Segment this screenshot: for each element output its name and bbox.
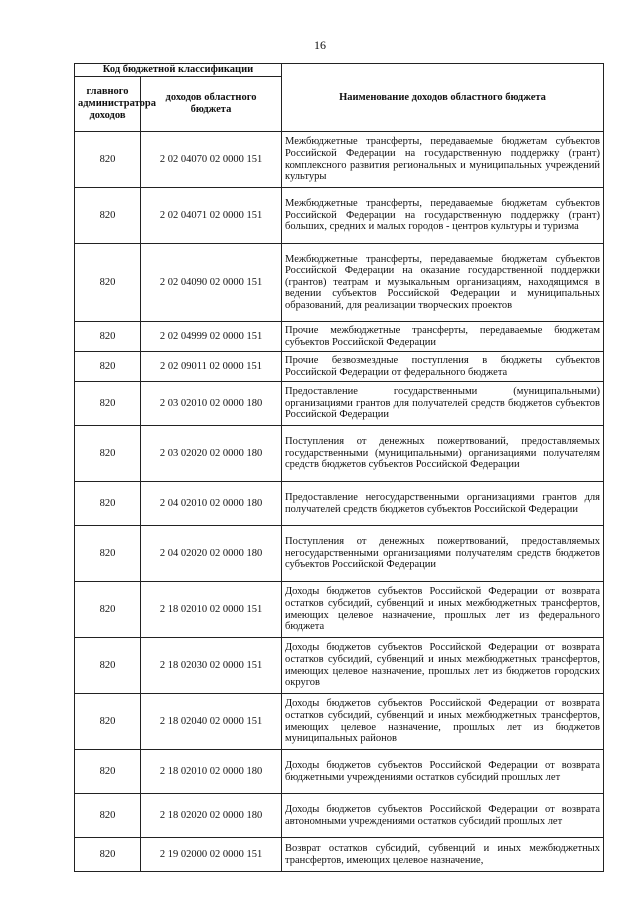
- table-row: [75, 526, 604, 582]
- admin-code-cell: 820: [75, 838, 141, 872]
- income-code-cell: 2 18 02030 02 0000 151: [141, 638, 282, 694]
- admin-code-cell: 820: [75, 750, 141, 794]
- table-row: [75, 188, 604, 244]
- budget-classification-table: [74, 63, 604, 872]
- table-row: [75, 352, 604, 382]
- table-row: [75, 426, 604, 482]
- income-code-cell: 2 03 02020 02 0000 180: [141, 426, 282, 482]
- admin-code-cell: 820: [75, 426, 141, 482]
- income-name-cell: Доходы бюджетов субъектов Российской Федерации от возврата остатков субсидий, субвенций и иных межбюджетных трансфертов, имеющих целевое назначение, прошлых лет из бюджетов муниципальных районов: [282, 694, 604, 750]
- page-number: 16: [314, 38, 326, 52]
- income-name-cell: Предоставление негосударственными организациями грантов для получателей средств бюджетов субъектов Российской Федерации: [282, 482, 604, 526]
- table-row: [75, 382, 604, 426]
- income-name-cell: Межбюджетные трансферты, передаваемые бюджетам субъектов Российской Федерации на государственную поддержку (грант) больших, средних и малых городов - центров культуры и туризма: [282, 188, 604, 244]
- table-row: [75, 838, 604, 872]
- header-group-budget-code: Код бюджетной классификации: [75, 64, 282, 77]
- table-row: [75, 750, 604, 794]
- income-code-cell: 2 04 02010 02 0000 180: [141, 482, 282, 526]
- table-row: [75, 132, 604, 188]
- admin-code-cell: 820: [75, 322, 141, 352]
- income-code-cell: 2 18 02010 02 0000 151: [141, 582, 282, 638]
- income-name-cell: Возврат остатков субсидий, субвенций и иных межбюджетных трансфертов, имеющих целевое назначение,: [282, 838, 604, 872]
- income-name-cell: Межбюджетные трансферты, передаваемые бюджетам субъектов Российской Федерации на оказание государственной поддержки (грантов) театрам и музыкальным организациям, находящимся в ведении субъектов Российской Федерации и муниципальных образований, для реализации творческих проектов: [282, 244, 604, 322]
- admin-code-cell: 820: [75, 382, 141, 426]
- table-row: [75, 482, 604, 526]
- income-code-cell: 2 18 02020 02 0000 180: [141, 794, 282, 838]
- income-name-cell: Предоставление государственными (муниципальными) организациями грантов для получателей средств бюджетов субъектов Российской Федерации: [282, 382, 604, 426]
- income-name-cell: Доходы бюджетов субъектов Российской Федерации от возврата остатков субсидий, субвенций и иных межбюджетных трансфертов, имеющих целевое назначение, прошлых лет из бюджетов городских округов: [282, 638, 604, 694]
- income-code-cell: 2 18 02040 02 0000 151: [141, 694, 282, 750]
- header-income-name: Наименование доходов областного бюджета: [282, 64, 604, 132]
- income-code-cell: 2 04 02020 02 0000 180: [141, 526, 282, 582]
- income-code-cell: 2 18 02010 02 0000 180: [141, 750, 282, 794]
- admin-code-cell: 820: [75, 188, 141, 244]
- income-code-cell: 2 02 04999 02 0000 151: [141, 322, 282, 352]
- admin-code-cell: 820: [75, 694, 141, 750]
- admin-code-cell: 820: [75, 794, 141, 838]
- income-code-cell: 2 02 04071 02 0000 151: [141, 188, 282, 244]
- admin-code-cell: 820: [75, 582, 141, 638]
- income-name-cell: Доходы бюджетов субъектов Российской Федерации от возврата автономными учреждениями остатков субсидий прошлых лет: [282, 794, 604, 838]
- income-name-cell: Межбюджетные трансферты, передаваемые бюджетам субъектов Российской Федерации на государственную поддержку (грант) комплексного развития региональных и муниципальных учреждений культуры: [282, 132, 604, 188]
- table-row: [75, 322, 604, 352]
- table-row: [75, 244, 604, 322]
- income-name-cell: Поступления от денежных пожертвований, предоставляемых государственными (муниципальными) организациями получателям средств бюджетов субъектов Российской Федерации: [282, 426, 604, 482]
- table-row: [75, 694, 604, 750]
- header-main-administrator: главного администратора доходов: [75, 77, 141, 132]
- table-row: [75, 794, 604, 838]
- admin-code-cell: 820: [75, 526, 141, 582]
- admin-code-cell: 820: [75, 638, 141, 694]
- income-name-cell: Прочие межбюджетные трансферты, передаваемые бюджетам субъектов Российской Федерации: [282, 322, 604, 352]
- header-regional-income: доходов областного бюджета: [141, 77, 282, 132]
- admin-code-cell: 820: [75, 244, 141, 322]
- income-name-cell: Поступления от денежных пожертвований, предоставляемых негосударственными организациями получателям средств бюджетов субъектов Российской Федерации: [282, 526, 604, 582]
- income-code-cell: 2 02 04070 02 0000 151: [141, 132, 282, 188]
- income-code-cell: 2 02 09011 02 0000 151: [141, 352, 282, 382]
- income-code-cell: 2 02 04090 02 0000 151: [141, 244, 282, 322]
- income-code-cell: 2 19 02000 02 0000 151: [141, 838, 282, 872]
- income-name-cell: Доходы бюджетов субъектов Российской Федерации от возврата бюджетными учреждениями остатков субсидий прошлых лет: [282, 750, 604, 794]
- admin-code-cell: 820: [75, 132, 141, 188]
- admin-code-cell: 820: [75, 352, 141, 382]
- income-code-cell: 2 03 02010 02 0000 180: [141, 382, 282, 426]
- income-name-cell: Доходы бюджетов субъектов Российской Федерации от возврата остатков субсидий, субвенций и иных межбюджетных трансфертов, имеющих целевое назначение, прошлых лет из федерального бюджета: [282, 582, 604, 638]
- table-row: [75, 638, 604, 694]
- income-name-cell: Прочие безвозмездные поступления в бюджеты субъектов Российской Федерации от федерального бюджета: [282, 352, 604, 382]
- admin-code-cell: 820: [75, 482, 141, 526]
- table-row: [75, 582, 604, 638]
